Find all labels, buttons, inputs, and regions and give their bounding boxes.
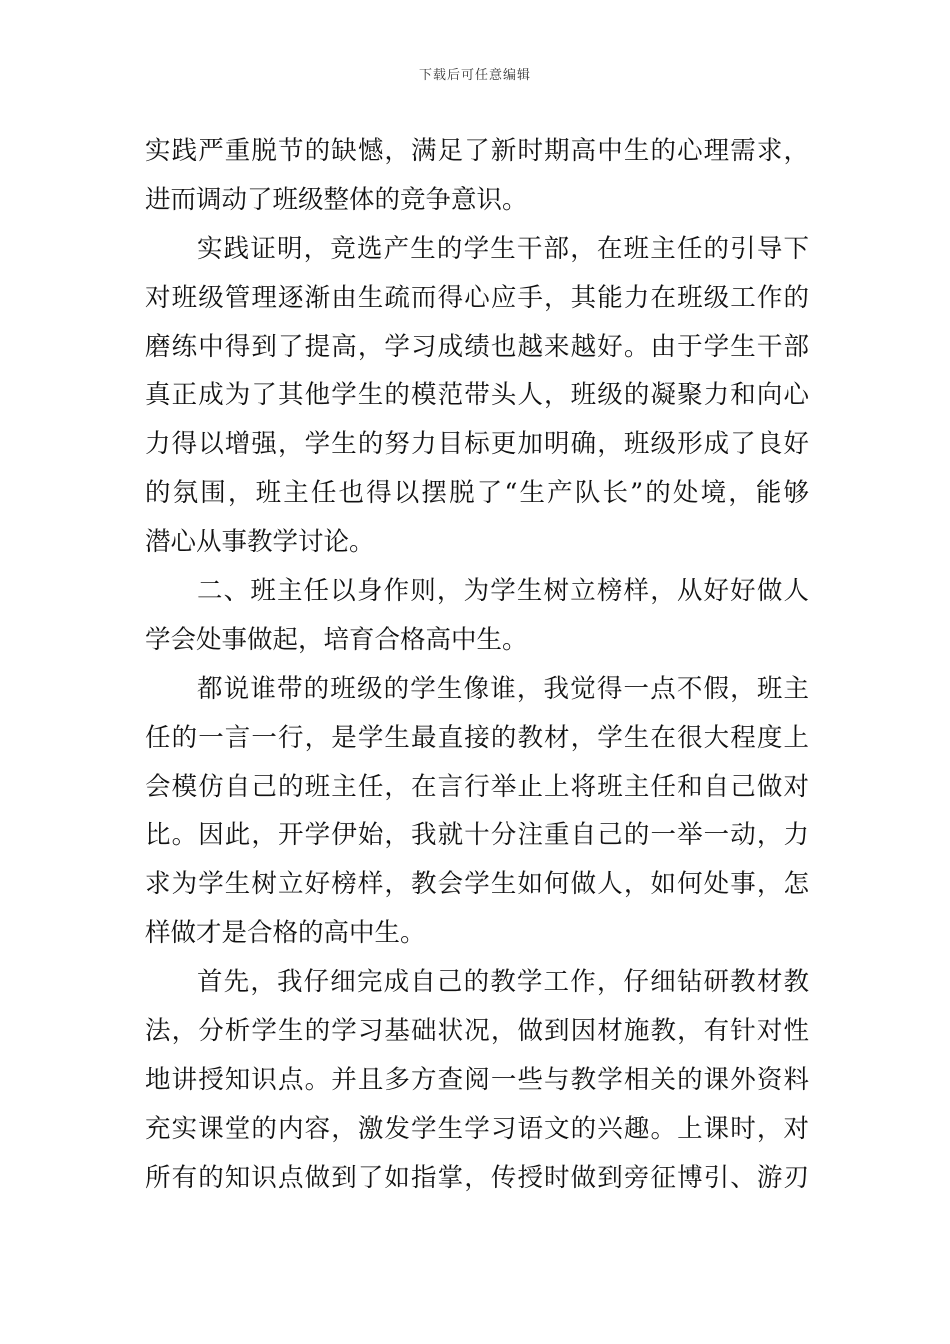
- text-line: 所有的知识点做到了如指掌，传授时做到旁征博引、游刃: [145, 1162, 809, 1193]
- text-line: 会模仿自己的班主任，在言行举止上将班主任和自己做对: [145, 771, 809, 802]
- text-line: 对班级管理逐渐由生疏而得心应手，其能力在班级工作的: [145, 282, 809, 313]
- text-line: 的氛围，班主任也得以摆脱了“生产队长”的处境，能够: [145, 478, 809, 509]
- text-line: 实践证明，竞选产生的学生干部，在班主任的引导下: [197, 233, 809, 264]
- page-header: 下载后可任意编辑: [418, 68, 531, 83]
- text-line: 首先，我仔细完成自己的教学工作，仔细钻研教材教: [197, 967, 809, 998]
- text-line: 充实课堂的内容，激发学生学习语文的兴趣。上课时，对: [145, 1113, 809, 1144]
- text-line: 法，分析学生的学习基础状况，做到因材施教，有针对性: [145, 1016, 809, 1047]
- text-line: 二、班主任以身作则，为学生树立榜样，从好好做人: [197, 576, 809, 607]
- text-line: 地讲授知识点。并且多方查阅一些与教学相关的课外资料: [145, 1064, 809, 1095]
- text-line: 实践严重脱节的缺憾，满足了新时期高中生的心理需求，: [145, 136, 809, 166]
- text-line: 磨练中得到了提高，学习成绩也越来越好。由于学生干部: [145, 331, 809, 362]
- text-line: 潜心从事教学讨论。: [145, 527, 375, 558]
- text-line: 比。因此，开学伊始，我就十分注重自己的一举一动，力: [145, 820, 809, 851]
- text-line: 学会处事做起，培育合格高中生。: [145, 624, 528, 655]
- text-line: 求为学生树立好榜样，教会学生如何做人，如何处事，怎: [145, 869, 809, 900]
- body-text: [145, 127, 809, 1203]
- text-line: 力得以增强，学生的努力目标更加明确，班级形成了良好: [145, 429, 809, 460]
- text-line: 进而调动了班级整体的竞争意识。: [145, 184, 528, 215]
- text-line: 都说谁带的班级的学生像谁，我觉得一点不假，班主: [197, 673, 809, 704]
- text-line: 任的一言一行，是学生最直接的教材，学生在很大程度上: [145, 722, 809, 753]
- text-line: 样做才是合格的高中生。: [145, 918, 426, 949]
- text-line: 真正成为了其他学生的模范带头人，班级的凝聚力和向心: [145, 380, 809, 411]
